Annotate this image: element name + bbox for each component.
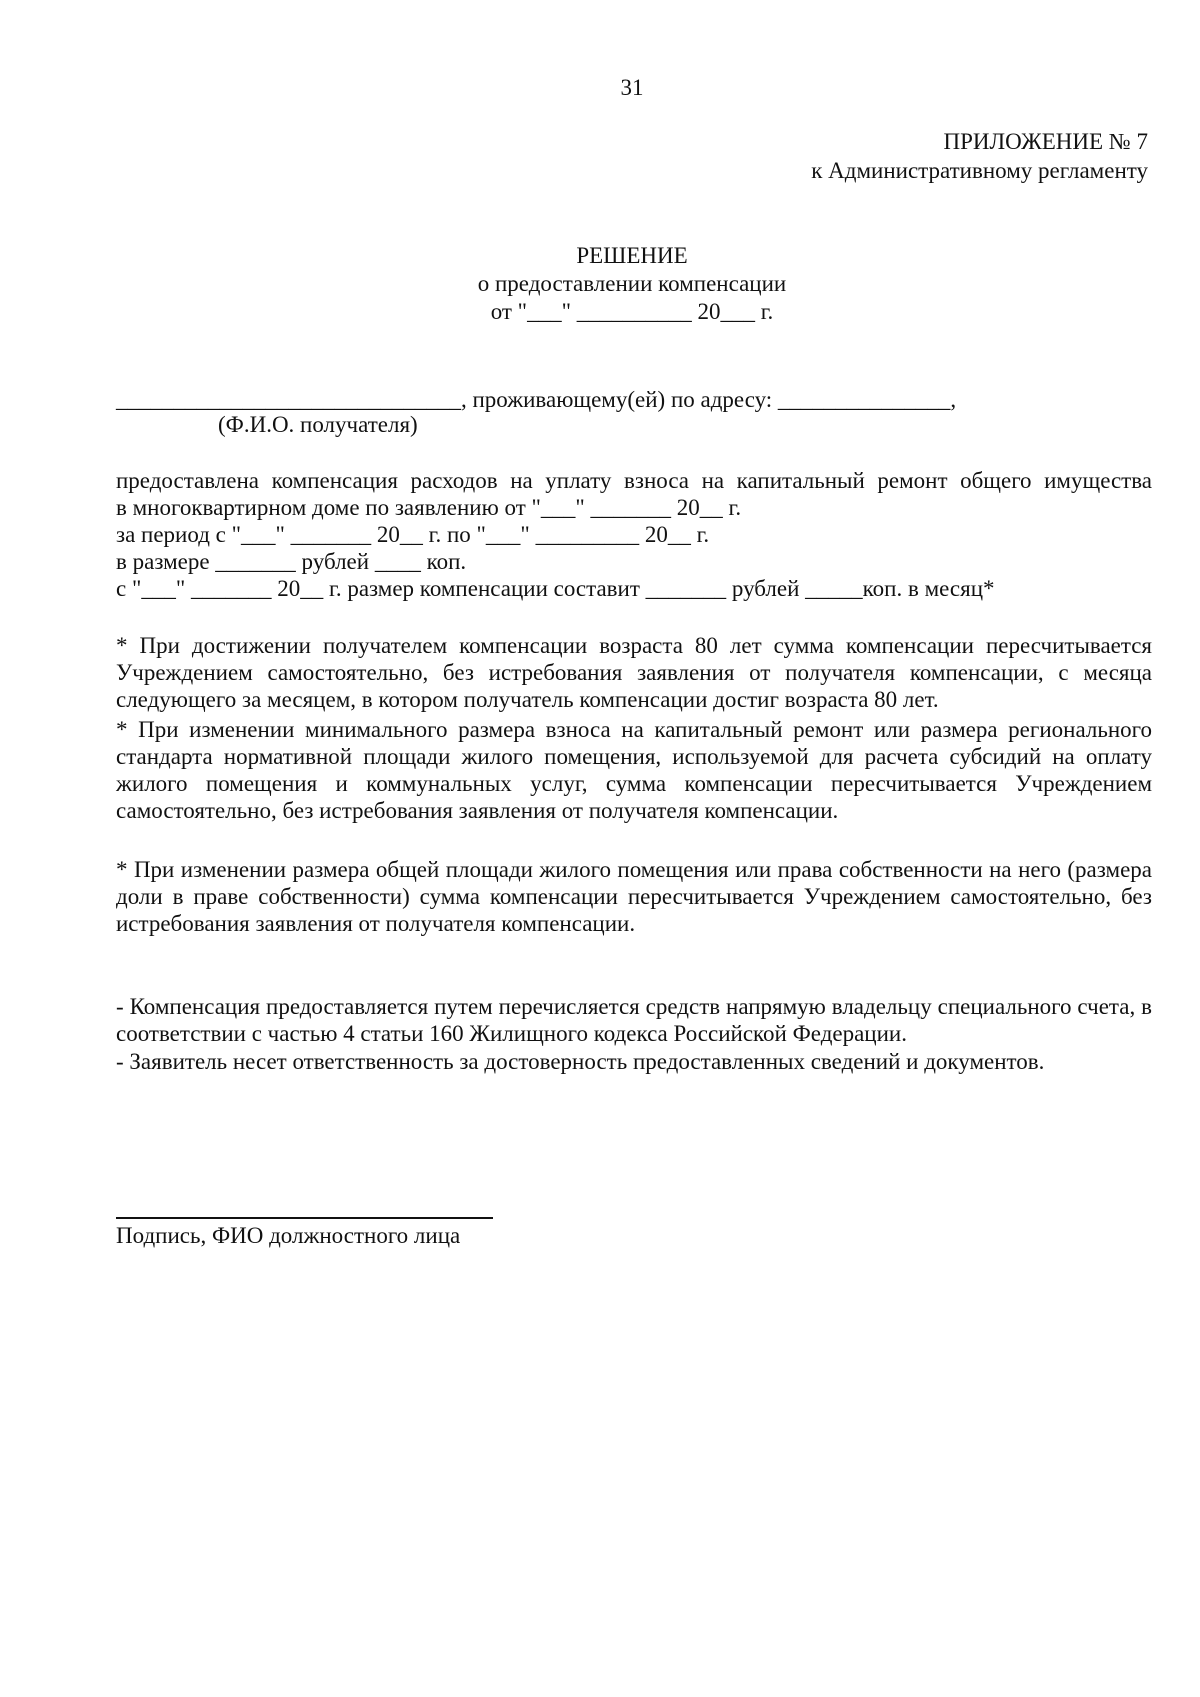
document-title: РЕШЕНИЕ xyxy=(576,243,688,268)
note-age-80: * При достижении получателем компенсации возраста 80 лет сумма компенсации пересчитывается Учреждением самостоятельно, без истребования заявления от получателя компенсации, с месяца следующего за месяцем, в котором получатель компенсации достиг возраста 80 лет. xyxy=(116,633,1152,712)
document-subtitle: о предоставлении компенсации xyxy=(477,271,787,296)
term-responsibility: - Заявитель несет ответственность за достоверность предоставленных сведений и документов. xyxy=(116,1049,1045,1074)
appendix-reference: к Административному регламенту xyxy=(811,158,1148,183)
signature-caption: Подпись, ФИО должностного лица xyxy=(116,1223,461,1248)
note-minimum-fee-change: * При изменении минимального размера взноса на капитальный ремонт или размера регионального стандарта нормативной площади жилого помещения, используемой для расчета субсидий на оплату жилого помещения и коммунальных услуг, сумма компенсации пересчитывается Учреждением самостоятельно, без истребования заявления от получателя компенсации. xyxy=(116,717,1152,823)
page-number: 31 xyxy=(620,75,644,100)
appendix-number: ПРИЛОЖЕНИЕ № 7 xyxy=(943,129,1148,154)
note-area-change: * При изменении размера общей площади жилого помещения или права собственности на него (размера доли в праве собственности) сумма компенсации пересчитывается Учреждением самостоятельно, без истребования заявления от получателя компенсации. xyxy=(116,857,1152,936)
document-date-line: от "___" __________ 20___ г. xyxy=(490,299,774,324)
signature-line xyxy=(116,1217,493,1219)
body-line-1: предоставлена компенсация расходов на уплату взноса на капитальный ремонт общего имущества xyxy=(116,468,1152,493)
body-line-5: с "___" _______ 20__ г. размер компенсации составит _______ рублей _____коп. в месяц* xyxy=(116,576,995,601)
body-line-3: за период с "___" _______ 20__ г. по "___" _________ 20__ г. xyxy=(116,522,710,547)
body-line-4: в размере _______ рублей ____ коп. xyxy=(116,549,467,574)
recipient-caption: (Ф.И.О. получателя) xyxy=(218,412,418,437)
term-payment-method: - Компенсация предоставляется путем перечисляется средств напрямую владельцу специального счета, в соответствии с частью 4 статьи 160 Жилищного кодекса Российской Федерации. xyxy=(116,994,1152,1046)
recipient-line: ______________________________, проживающему(ей) по адресу: _______________, xyxy=(116,387,957,412)
body-line-2: в многоквартирном доме по заявлению от "___" _______ 20__ г. xyxy=(116,495,742,520)
